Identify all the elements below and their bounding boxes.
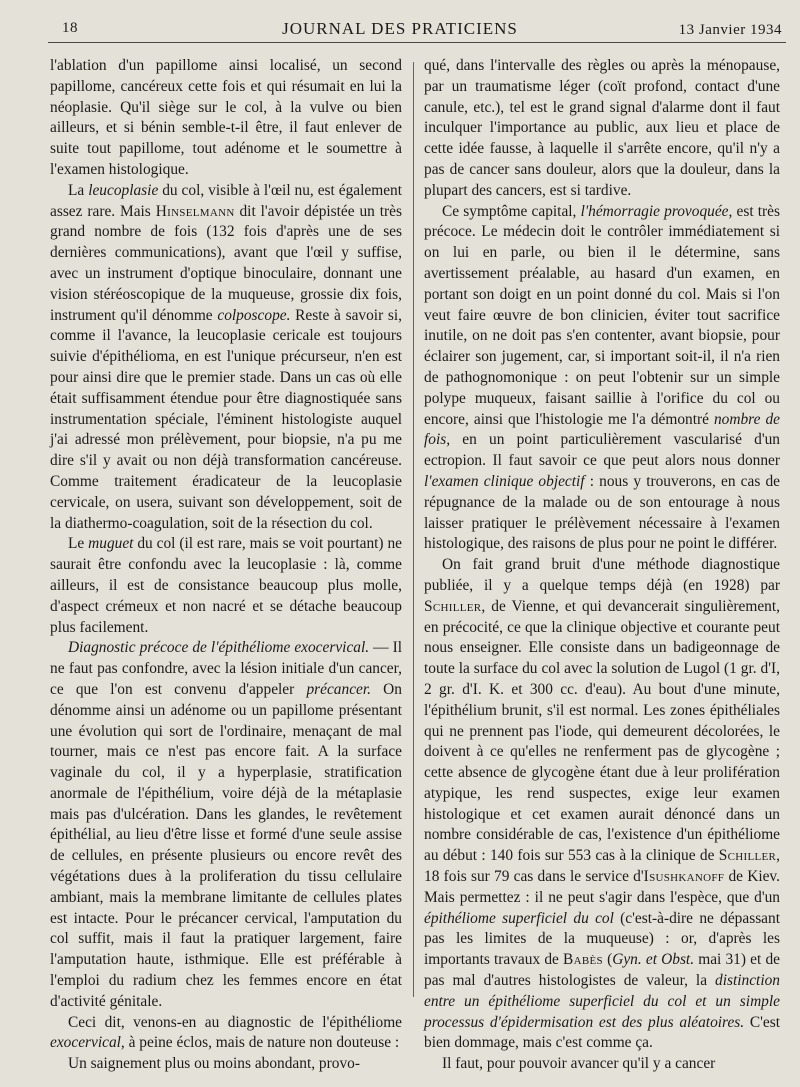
- paragraph: Un saignement plus ou moins abondant, provo-: [68, 1055, 360, 1073]
- journal-title: JOURNAL DES PRATICIENS: [282, 19, 518, 38]
- paragraph: Ce symptôme capital, l'hémorragie provoquée, est très précoce. Le médecin doit le contrôler immédiatement si on lui en parle, ou bien il le détermine, sans avertissement préalable, au hasard d'un examen, en portant son doigt en un point donné du col. Mais si l'on veut faire œuvre de bon clinicien, éviter tout sacrifice inutile, on ne doit pas s'en contenter, avant biopsie, pour éclairer son jugement, car, si important soit-il, il n'a rien de pathognomonique : on peut l'obtenir sur un simple polype muqueux, faisant saillie à l'orifice du col ou encore, ainsi que l'histologie me l'a démontré nombre de fois, en un point particulièrement vascularisé d'un ectropion. Il faut savoir ce que peut alors nous donner l'examen clinique objectif : nous y trouverons, en cas de répugnance de la malade ou de son entourage à nous laisser pratiquer le prélèvement nécessaire à l'examen histologique, des raisons de plus pour ne point le différer.: [424, 202, 781, 553]
- paragraph: Il faut, pour pouvoir avancer qu'il y a cancer: [442, 1055, 716, 1073]
- paragraph: Diagnostic précoce de l'épithéliome exocervical. — Il ne faut pas confondre, avec la lésion initiale d'un cancer, ce que l'on est convenu d'appeler précancer. On dénomme ainsi un adénome ou un papillome présentant une évolution qui sort de l'ordinaire, menaçant de mal tourner, mais ce n'est pas encore fait. A la surface vaginale du col, il y a hyperplasie, stratification anormale de l'épithélium, voire déjà de la métaplasie mais pas d'ulcération. Dans les glandes, le revêtement épithélial, au lieu d'être lisse et formé d'une seule assise de cellules, en présente plusieurs ou encore revêt des végétations dues à la proliferation du tissu cellulaire ambiant, mais la membrane limitante de cellules plates est intacte. Pour le précancer cervical, l'amputation du col suffit, mais il faut la pratiquer largement, faire l'amputation haute, isthmique. Elle est préférable à l'emploi du radium chez les femmes encore en état d'activité génitale.: [50, 639, 402, 1010]
- paragraph: l'ablation d'un papillome ainsi localisé, un second papillome, cancéreux cette fois et qui résumait en lui la néoplasie. Qu'il siège sur le col, à la vulve ou bien ailleurs, et si bénin semble-t-il être, il faut enlever de suite tout papillome, tout adénome et le soumettre à l'examen histologique.: [50, 57, 402, 178]
- column-divider: [413, 62, 414, 997]
- paragraph: Le muguet du col (il est rare, mais se voit pourtant) ne saurait être confondu avec la leucoplasie : là, comme ailleurs, il est de consistance beaucoup plus molle, d'aspect crémeux et non nacré et se détache beaucoup plus facilement.: [50, 535, 402, 636]
- paragraph: Ceci dit, venons-en au diagnostic de l'épithéliome exocervical, à peine éclos, mais de nature non douteuse :: [50, 1013, 402, 1052]
- running-header: [0, 14, 800, 40]
- header-rule: [48, 42, 786, 43]
- right-column: [424, 56, 780, 1075]
- section-heading: Diagnostic précoce de l'épithéliome exocervical.: [68, 639, 370, 657]
- paragraph: On fait grand bruit d'une méthode diagnostique publiée, il y a quelque temps déjà (en 1928) par Schiller, de Vienne, et qui devancerait singulièrement, en précocité, ce que la clinique objective et courante peut nous enseigner. Elle consiste dans un badigeonnage de toute la surface du col avec la solution de Lugol (1 gr. d'I, 2 gr. d'I. K. et 300 cc. d'eau). Au bout d'une minute, l'épithélium brunit, s'il est normal. Les zones épithéliales qui ne prennent pas l'iode, qui demeurent décolorées, le doivent à ce qu'elles ne renferment pas de glycogène ; cette absence de glycogène étant due à leur prolifération atypique, les rend suspectes, exige leur examen histologique et cet examen aurait dénoncé dans un nombre considérable de cas, l'existence d'un épithéliome au début : 140 fois sur 553 cas à la clinique de Schiller, 18 fois sur 79 cas dans le service d'Isushkanoff de Kiev. Mais permettez : il ne peut s'agir dans l'espèce, que d'un épithéliome superficiel du col (c'est-à-dire ne dépassant pas les limites de la muqueuse) : or, d'après les importants travaux de Babès (Gyn. et Obst. mai 31) et de pas mal d'autres histologistes de valeur, la distinction entre un épithéliome superficiel du col et un simple processus d'épidermisation est des plus aléatoires. C'est bien dommage, mais c'est comme ça.: [424, 556, 781, 1052]
- left-column: [50, 56, 402, 1075]
- issue-date: 13 Janvier 1934: [678, 22, 782, 38]
- paragraph: qué, dans l'intervalle des règles ou après la ménopause, par un traumatisme léger (coït profond, contact d'une canule, etc.), tel est le grand signal d'alarme dont il faut inculquer l'importance au public, aux lieu et place de cette idée fausse, à laquelle il s'arrête encore, qu'il n'y a pas de cancer sans douleur, alors que la douleur, dans la plupart des cancers, est si tardive.: [424, 57, 780, 199]
- paragraph: La leucoplasie du col, visible à l'œil nu, est également assez rare. Mais Hinselmann dit l'avoir dépistée un très grand nombre de fois (132 fois d'après une de ses dernières communications), avant que l'œil y suffise, avec un instrument d'optique binoculaire, donnant une vision stéréoscopique de la muqueuse, grossie dix fois, instrument qu'il dénomme colposcope. Reste à savoir si, comme il l'avance, la leucoplasie cericale est toujours suivie d'épithélioma, en est l'unique précurseur, n'en est pour ainsi dire que le premier stade. Dans un cas où elle était suffisamment étendue pour être diagnostiquée sans instrumentation spéciale, l'éminent histologiste auquel j'ai adressé mon prélèvement, pour biopsie, n'a pu me dire s'il y avait ou non déjà transformation cancéreuse. Comme traitement éradicateur de la leucoplasie cervicale, on usera, suivant son développement, soit de la diathermo-coagulation, soit de la résection du col.: [50, 181, 403, 532]
- page-number: 18: [62, 20, 78, 36]
